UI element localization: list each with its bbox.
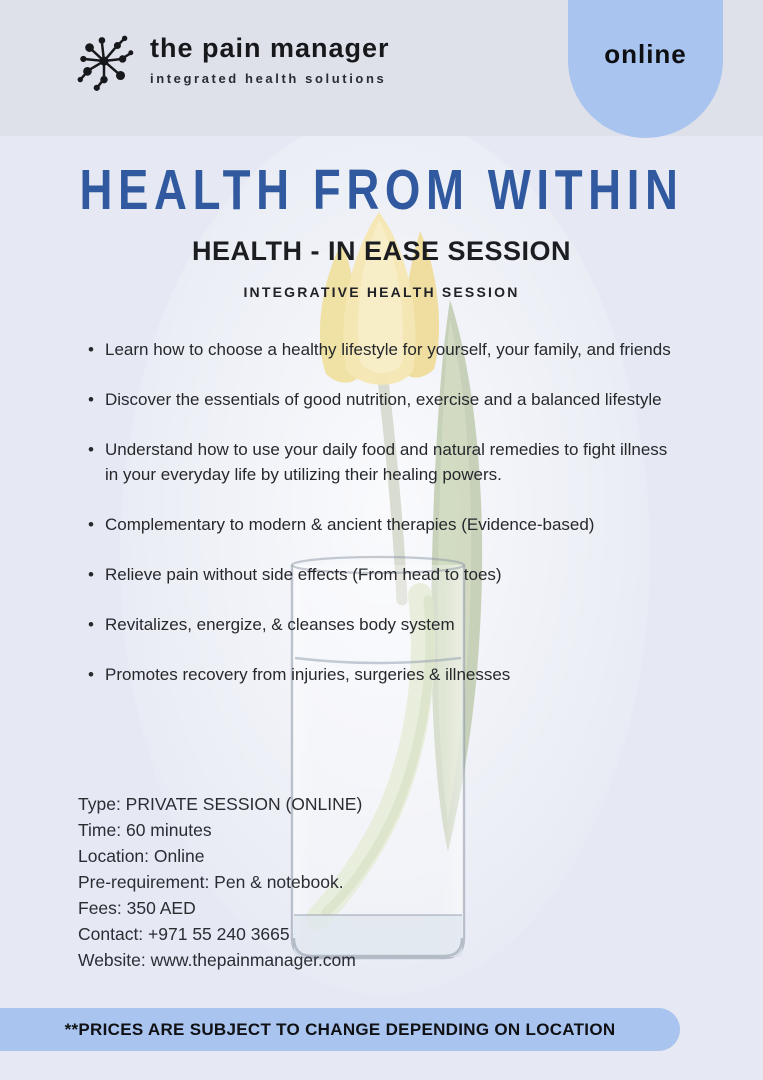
list-item: • Revitalizes, energize, & cleanses body system [88,612,684,637]
list-item: • Promotes recovery from injuries, surgeries & illnesses [88,662,684,687]
detail-website: Website: www.thepainmanager.com [78,950,356,970]
detail-time: Time: 60 minutes [78,820,212,840]
page-title: HEALTH FROM WITHIN [79,158,684,222]
list-item: • Learn how to choose a healthy lifestyle for yourself, your family, and friends [88,337,684,362]
list-item: • Relieve pain without side effects (From head to toes) [88,562,684,587]
brand-tagline: integrated health solutions [150,70,387,86]
detail-type: Type: PRIVATE SESSION (ONLINE) [78,794,363,814]
price-notice-banner [0,1008,680,1051]
list-item: • Complementary to modern & ancient therapies (Evidence-based) [88,512,684,537]
price-notice-text: **PRICES ARE SUBJECT TO CHANGE DEPENDING ON LOCATION [64,1019,616,1039]
benefits-list [88,337,684,712]
detail-contact: Contact: +971 55 240 3665 [78,924,290,944]
online-badge-label: online [604,38,687,69]
list-item: • Understand how to use your daily food and natural remedies to fight illness in your everyday life by utilizing their healing powers. [88,437,684,487]
detail-fees: Fees: 350 AED [78,898,196,918]
brand-text [150,34,390,86]
brand-name: the pain manager [150,33,390,64]
session-title: HEALTH - IN EASE SESSION [191,236,572,266]
brand-logo [73,28,390,92]
detail-location: Location: Online [78,846,205,866]
list-item: • Discover the essentials of good nutrition, exercise and a balanced lifestyle [88,387,684,412]
session-category-label: INTEGRATIVE HEALTH SESSION [243,284,520,300]
molecule-network-icon [73,28,135,92]
detail-prerequirement: Pre-requirement: Pen & notebook. [78,872,344,892]
session-details [78,791,508,973]
